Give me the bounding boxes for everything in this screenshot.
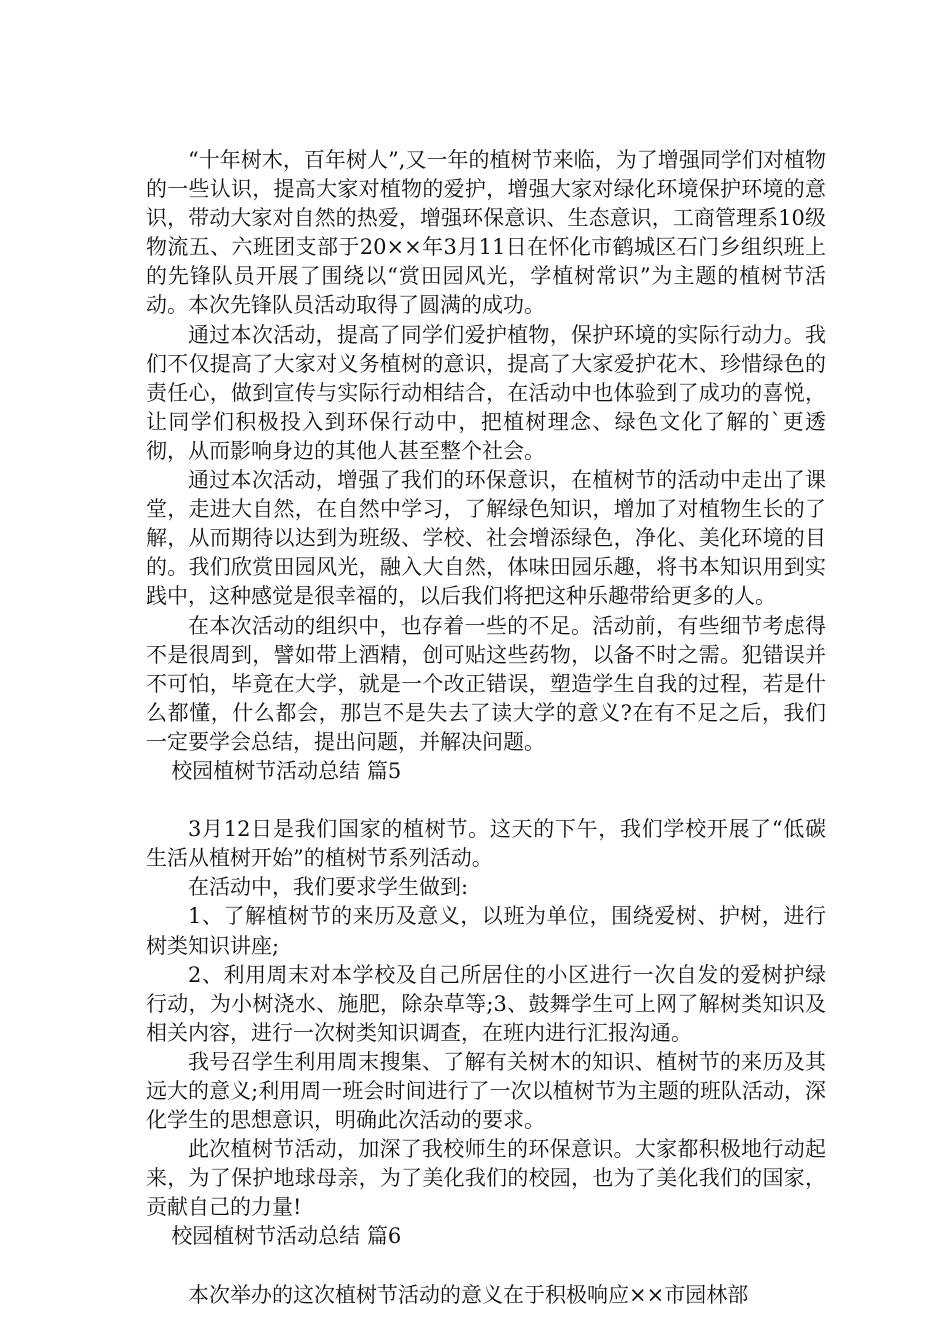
paragraph: 我号召学生利用周末搜集、了解有关树木的知识、植树节的来历及其远大的意义;利用周一班会时间进行了一次以植树节为主题的班队活动，深化学生的思想意识，明确此次活动的要求。 xyxy=(146,1049,826,1133)
paragraph: 此次植树节活动，加深了我校师生的环保意识。大家都积极地行动起来，为了保护地球母亲，为了美化我们的校园，也为了美化我们的国家，贡献自己的力量! xyxy=(146,1137,826,1220)
paragraph: 在活动中，我们要求学生做到: xyxy=(188,875,469,900)
section-heading: 校园植树节活动总结 篇6 xyxy=(171,1224,402,1249)
paragraph: 通过本次活动，增强了我们的环保意识，在植树节的活动中走出了课堂，走进大自然，在自然中学习，了解绿色知识，增加了对植物生长的了解，从而期待以达到为班级、学校、社会增添绿色，净化、美化环境的目的。我们欣赏田园风光，融入大自然，体味田园乐趣，将书本知识用到实践中，这种感觉是很幸福的，以后我们将把这种乐趣带给更多的人。 xyxy=(146,468,826,609)
paragraph: 通过本次活动，提高了同学们爱护植物，保护环境的实际行动力。我们不仅提高了大家对义务植树的意识，提高了大家爱护花木、珍惜绿色的责任心，做到宣传与实际行动相结合，在活动中也体验到了成功的喜悦，让同学们积极投入到环保行动中，把植树理念、绿色文化了解的`更透彻，从而影响身边的其他人甚至整个社会。 xyxy=(146,322,826,463)
paragraph: 本次举办的这次植树节活动的意义在于积极响应××市园林部 xyxy=(188,1282,749,1307)
blank-line xyxy=(146,786,826,815)
paragraph: 2、利用周末对本学校及自己所居住的小区进行一次自发的爱树护绿行动，为小树浇水、施肥，除杂草等;3、鼓舞学生可上网了解树类知识及相关内容，进行一次树类知识调查，在班内进行汇报沟通。 xyxy=(146,962,826,1045)
paragraph: 1、了解植树节的来历及意义，以班为单位，围绕爱树、护树，进行树类知识讲座; xyxy=(146,904,826,958)
paragraph: “十年树木，百年树人”,又一年的植树节来临，为了增强同学们对植物的一些认识，提高大家对植物的爱护，增强大家对绿化环境保护环境的意识，带动大家对自然的热爱，增强环保意识、生态意识，工商管理系10级物流五、六班团支部于20××年3月11日在怀化市鹤城区石门乡组织班上的先锋队员开展了围绕以“赏田园风光，学植树常识”为主题的植树节活动。本次先锋队员活动取得了圆满的成功。 xyxy=(146,148,826,318)
blank-line xyxy=(146,1252,826,1281)
paragraph: 在本次活动的组织中，也存着一些的不足。活动前，有些细节考虑得不是很周到，譬如带上酒精，创可贴这些药物，以备不时之需。犯错误并不可怕，毕竟在大学，就是一个改正错误，塑造学生自我的过程，若是什么都懂，什么都会，那岂不是失去了读大学的意义?在有不足之后，我们一定要学会总结，提出问题，并解决问题。 xyxy=(146,613,826,754)
section-heading: 校园植树节活动总结 篇5 xyxy=(171,758,402,783)
document-body xyxy=(146,146,826,1310)
paragraph: 3月12日是我们国家的植树节。这天的下午，我们学校开展了“低碳生活从植树开始”的植树节系列活动。 xyxy=(146,817,826,871)
